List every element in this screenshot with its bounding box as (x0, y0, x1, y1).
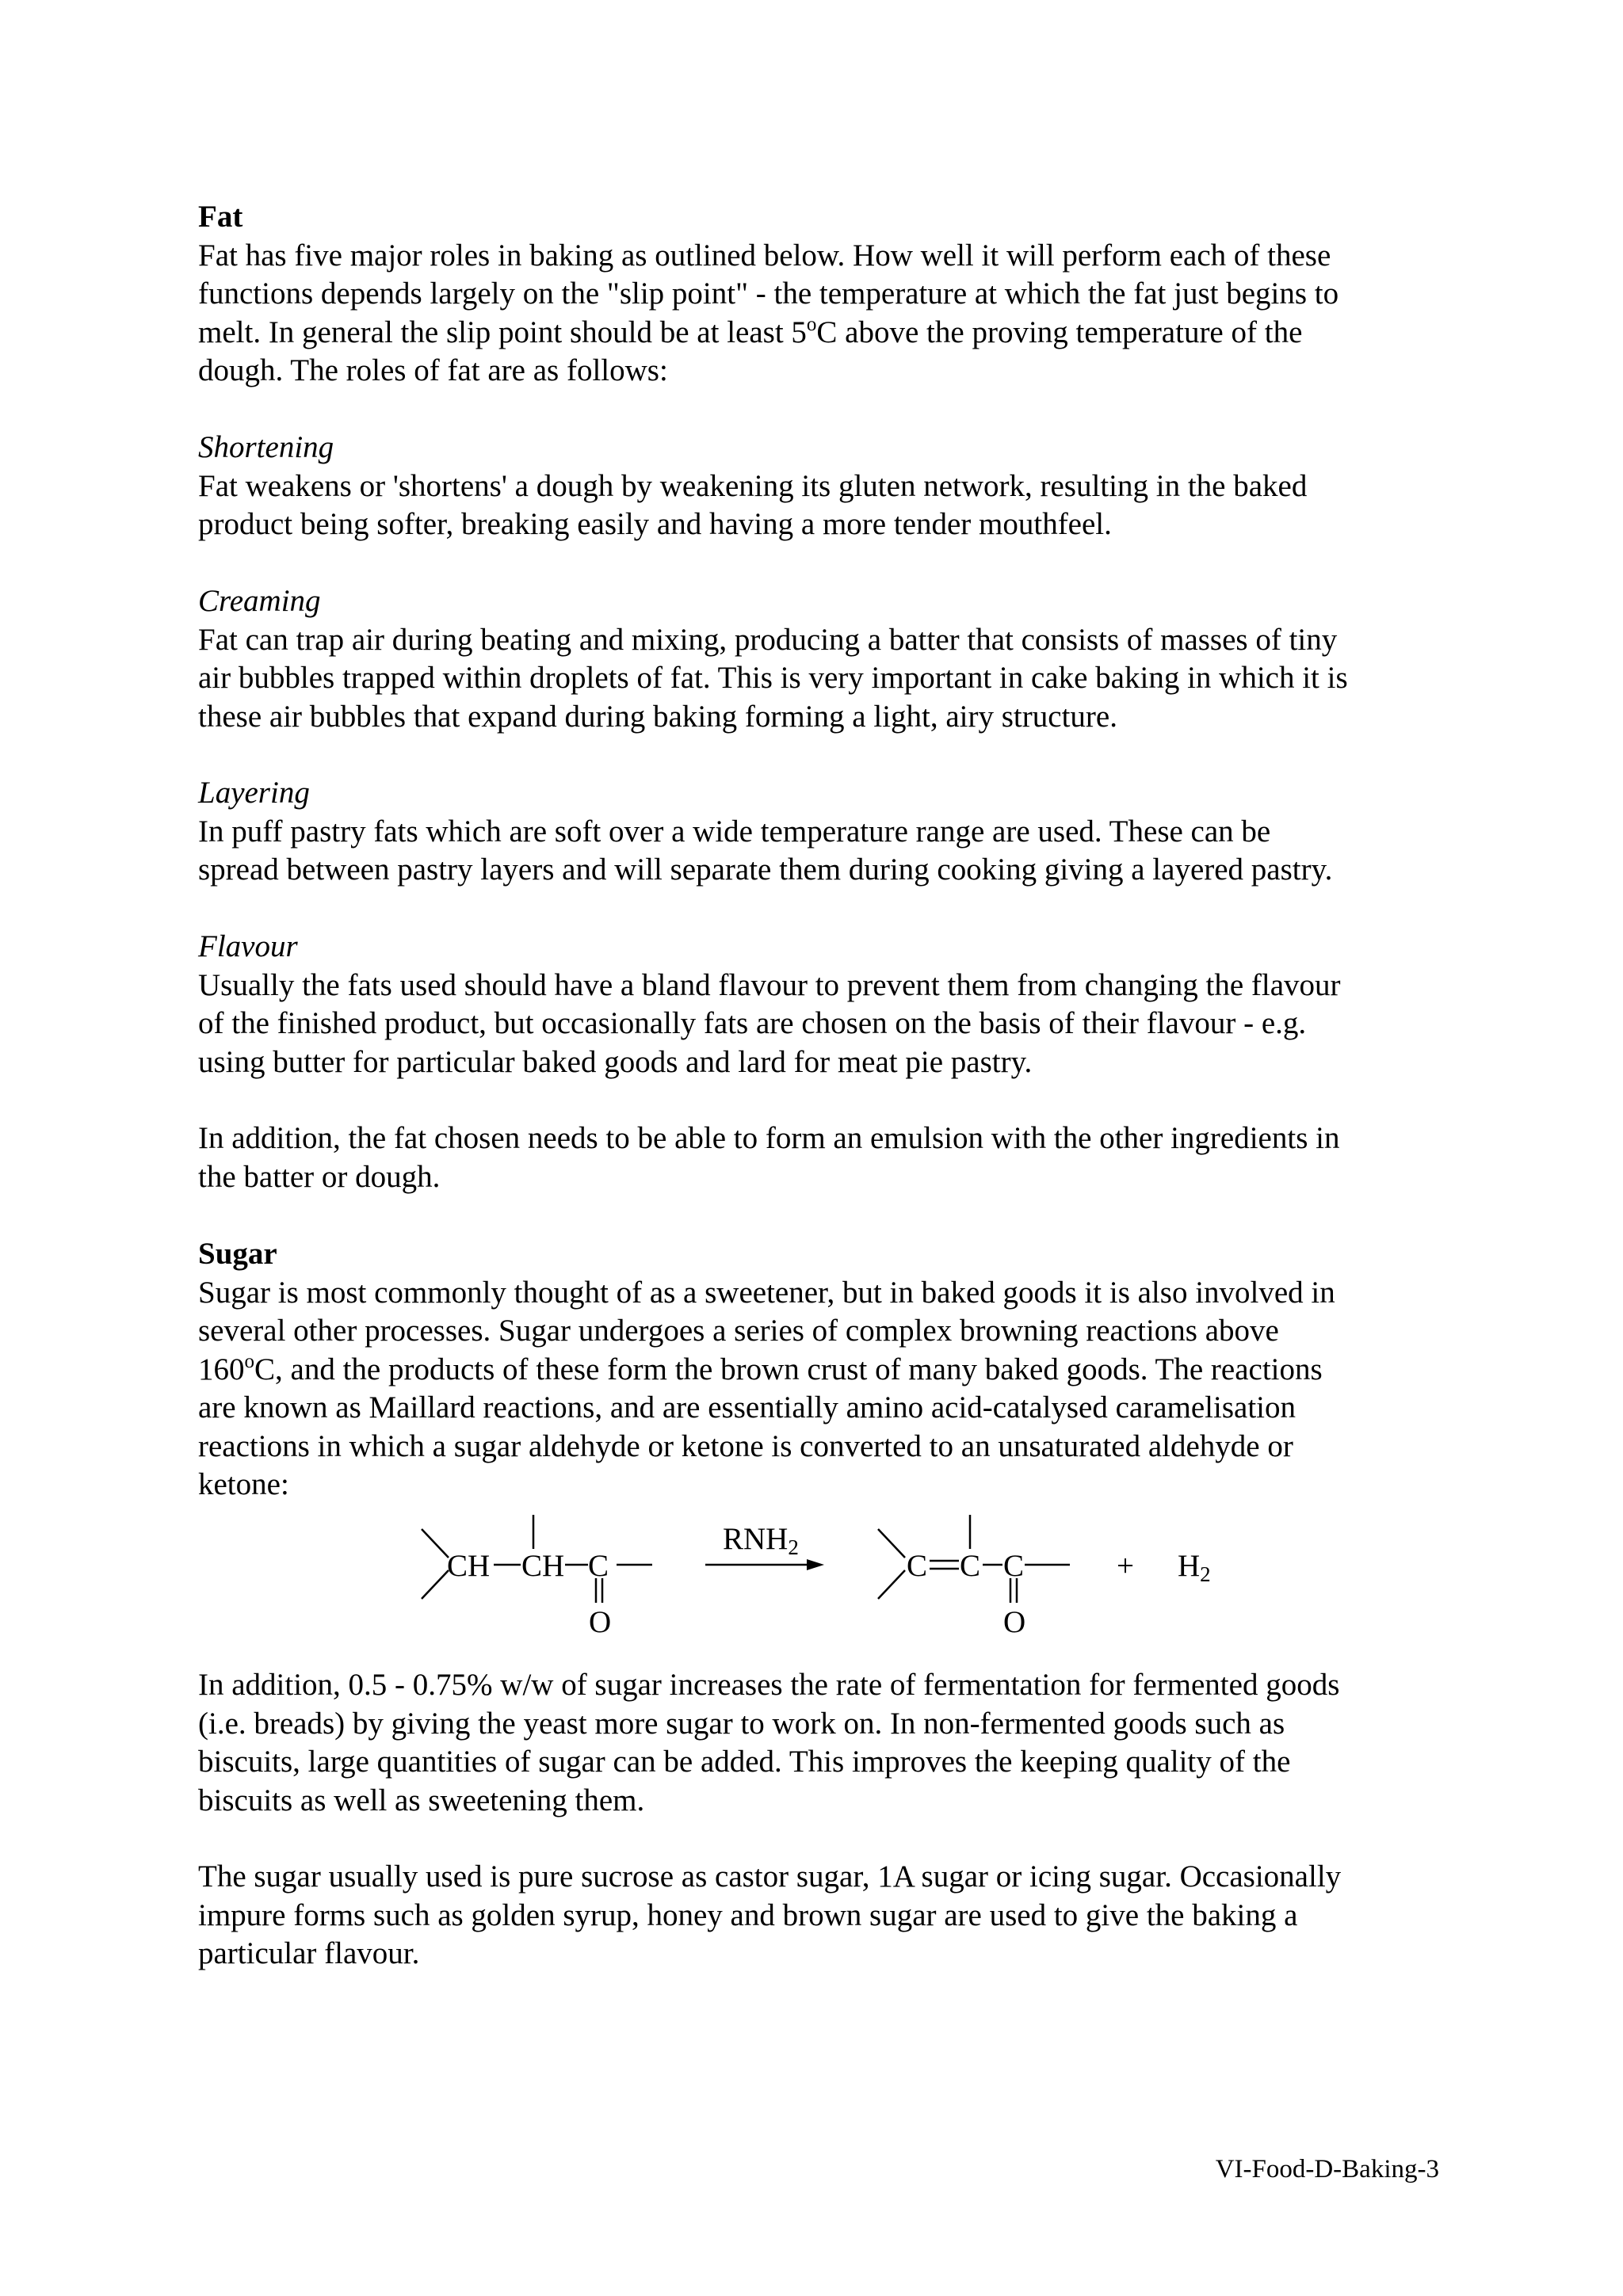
paragraph-line: The sugar usually used is pure sucrose as castor sugar, 1A sugar or icing sugar. Occasionally (198, 1859, 1342, 1894)
paragraph-line: the batter or dough. (198, 1159, 441, 1194)
fat-intro-text: C above the proving temperature of the (816, 315, 1303, 349)
fat-intro-text: melt. In general the slip point should be at least 5 (198, 315, 807, 349)
paragraph-line: air bubbles trapped within droplets of fat. This is very important in cake baking in which it is (198, 661, 1348, 695)
paragraph-line: Sugar is most commonly thought of as a sweetener, but in baked goods it is also involved in (198, 1275, 1335, 1310)
product-c-label: C (960, 1549, 981, 1583)
paragraph-line: these air bubbles that expand during baking forming a light, airy structure. (198, 699, 1117, 734)
reagent-subscript: 2 (788, 1535, 799, 1559)
paragraph-line: (i.e. breads) by giving the yeast more sugar to work on. In non-fermented goods such as (198, 1706, 1285, 1741)
sugar-text: C, and the products of these form the brown crust of many baked goods. The reactions (254, 1352, 1323, 1386)
paragraph-line: product being softer, breaking easily and having a more tender mouthfeel. (198, 507, 1112, 541)
layering-heading: Layering (198, 776, 310, 810)
creaming-section (198, 582, 1450, 736)
degree-superscript: o (244, 1350, 254, 1372)
paragraph-line: In addition, 0.5 - 0.75% w/w of sugar increases the rate of fermentation for fermented goods (198, 1668, 1340, 1702)
fat-section (198, 198, 1450, 391)
flavour-heading: Flavour (198, 929, 298, 963)
creaming-heading: Creaming (198, 584, 321, 618)
fat-heading: Fat (198, 200, 243, 234)
bond-line (878, 1570, 905, 1599)
sugar-section (198, 1235, 1450, 1505)
degree-superscript: o (806, 313, 817, 335)
plus-sign: + (1117, 1549, 1134, 1583)
reactant-o-label: O (589, 1605, 612, 1639)
paragraph-line: ketone: (198, 1467, 289, 1501)
paragraph-line: Fat weakens or 'shortens' a dough by weakening its gluten network, resulting in the baked (198, 468, 1308, 503)
paragraph-line (198, 1351, 1450, 1390)
paragraph-line: impure forms such as golden syrup, honey and brown sugar are used to give the baking a (198, 1897, 1298, 1932)
sugar-types-paragraph (198, 1858, 1450, 1974)
product-o-label: O (1003, 1605, 1026, 1639)
maillard-reaction-diagram (412, 1513, 1284, 1664)
bond-line (422, 1570, 449, 1599)
paragraph-line: biscuits as well as sweetening them. (198, 1783, 645, 1817)
byproduct-text: H (1178, 1549, 1201, 1583)
product-c-label: C (1003, 1549, 1025, 1583)
paragraph-line: of the finished product, but occasionally fats are chosen on the basis of their flavour - e.g. (198, 1006, 1307, 1040)
paragraph-line: spread between pastry layers and will separate them during cooking giving a layered pastry. (198, 852, 1333, 887)
paragraph-line: reactions in which a sugar aldehyde or ketone is converted to an unsaturated aldehyde or (198, 1428, 1293, 1463)
paragraph-line: Usually the fats used should have a bland flavour to prevent them from changing the flavour (198, 967, 1341, 1002)
reagent-label (723, 1522, 799, 1559)
reagent-text: RNH (723, 1522, 789, 1556)
paragraph-line: In addition, the fat chosen needs to be able to form an emulsion with the other ingredients in (198, 1121, 1340, 1155)
byproduct-label (1178, 1549, 1211, 1586)
sugar-heading: Sugar (198, 1237, 277, 1271)
paragraph-line: Fat can trap air during beating and mixing, producing a batter that consists of masses of tiny (198, 622, 1338, 657)
reactant-c-label: C (588, 1549, 609, 1583)
reactant-ch-label: CH (521, 1549, 565, 1583)
paragraph-line: several other processes. Sugar undergoes a series of complex browning reactions above (198, 1314, 1279, 1348)
paragraph-line: biscuits, large quantities of sugar can be added. This improves the keeping quality of the (198, 1745, 1291, 1779)
reaction-svg (412, 1513, 1284, 1664)
paragraph-line: are known as Maillard reactions, and are essentially amino acid-catalysed caramelisation (198, 1390, 1296, 1425)
fermentation-paragraph (198, 1666, 1450, 1820)
paragraph-line: In puff pastry fats which are soft over a wide temperature range are used. These can be (198, 814, 1271, 849)
page-footer-label: VI-Food-D-Baking-3 (1215, 2155, 1439, 2183)
sugar-text: 160 (198, 1352, 245, 1386)
fat-intro-line (198, 314, 1450, 353)
bond-line (878, 1529, 905, 1558)
fat-intro-line: Fat has five major roles in baking as outlined below. How well it will perform each of these (198, 238, 1331, 273)
paragraph-line: particular flavour. (198, 1936, 420, 1970)
shortening-section (198, 429, 1450, 544)
layering-section (198, 774, 1450, 890)
byproduct-subscript: 2 (1200, 1562, 1211, 1586)
shortening-heading: Shortening (198, 430, 334, 464)
emulsion-paragraph (198, 1119, 1450, 1196)
bond-line (422, 1529, 449, 1558)
reactant-ch-label: CH (447, 1549, 491, 1583)
fat-intro-line: dough. The roles of fat are as follows: (198, 353, 668, 387)
product-c-label: C (907, 1549, 928, 1583)
flavour-section (198, 928, 1450, 1081)
arrow-head (807, 1559, 824, 1570)
fat-intro-line: functions depends largely on the "slip point" - the temperature at which the fat just begins to (198, 277, 1339, 311)
paragraph-line: using butter for particular baked goods and lard for meat pie pastry. (198, 1044, 1033, 1079)
